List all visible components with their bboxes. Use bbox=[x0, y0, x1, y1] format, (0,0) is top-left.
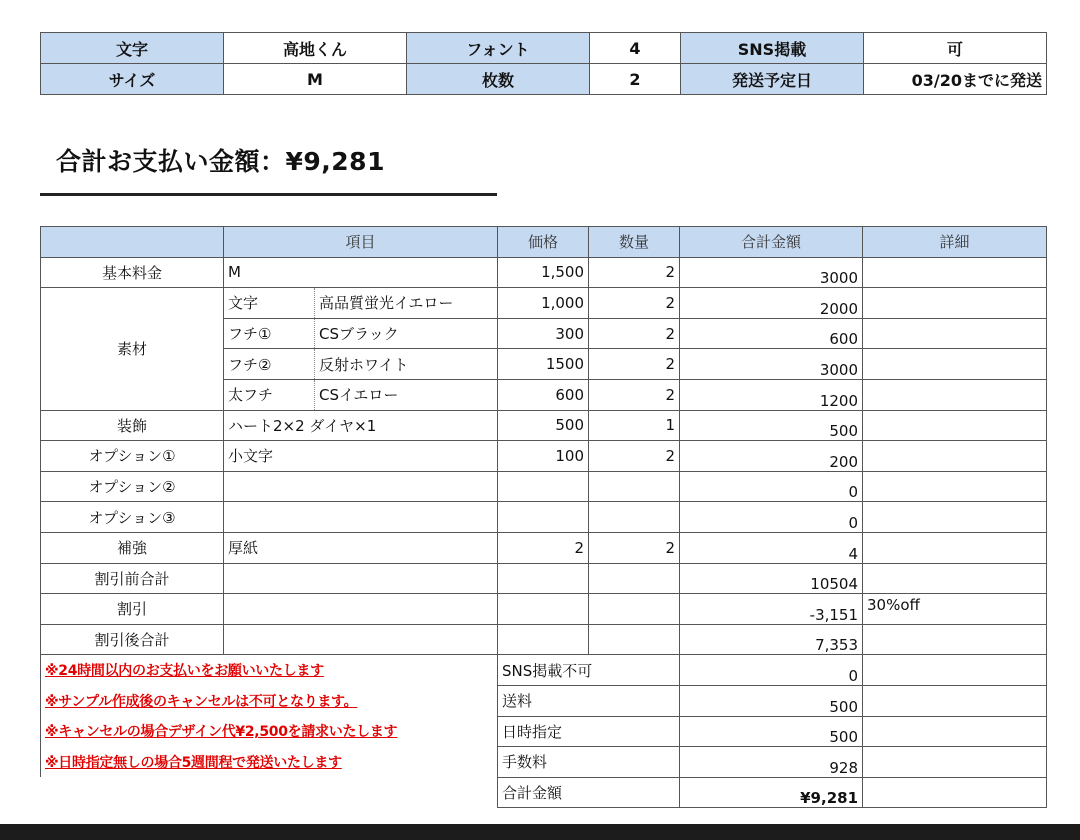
table-row bbox=[41, 288, 1047, 319]
row-price: 500 bbox=[498, 410, 589, 441]
total-underline bbox=[40, 193, 497, 196]
row-category: オプション① bbox=[41, 441, 224, 472]
header-item: 項目 bbox=[224, 227, 498, 258]
total-payment-heading: 合計お支払い金額：¥9,281 bbox=[56, 147, 385, 176]
row-detail bbox=[863, 532, 1047, 563]
row-price: 1500 bbox=[498, 349, 589, 380]
row-item bbox=[224, 502, 498, 533]
row-qty: 2 bbox=[589, 441, 680, 472]
header-blank bbox=[41, 227, 224, 258]
row-sum: 3000 bbox=[680, 257, 863, 288]
row-item: CSブラック bbox=[315, 318, 498, 349]
row-qty: 2 bbox=[589, 379, 680, 410]
row-detail bbox=[863, 288, 1047, 319]
header-detail: 詳細 bbox=[863, 227, 1047, 258]
row-category: 基本料金 bbox=[41, 257, 224, 288]
row-detail bbox=[863, 624, 1047, 655]
table-row bbox=[41, 532, 1047, 563]
row-qty bbox=[589, 502, 680, 533]
header-price: 価格 bbox=[498, 227, 589, 258]
label-sns: SNS掲載 bbox=[681, 33, 864, 64]
row-price bbox=[498, 502, 589, 533]
row-item bbox=[224, 594, 498, 625]
note-line bbox=[41, 747, 498, 778]
label-count: 枚数 bbox=[407, 64, 590, 95]
row-detail: 30%off bbox=[863, 594, 1047, 625]
value-font: 4 bbox=[590, 33, 681, 64]
row-detail bbox=[863, 349, 1047, 380]
table-row bbox=[41, 441, 1047, 472]
note-text: ※キャンセルの場合デザイン代¥2,500を請求いたします bbox=[45, 724, 398, 741]
extra-label: 送料 bbox=[498, 685, 680, 716]
row-item bbox=[224, 624, 498, 655]
header-qty: 数量 bbox=[589, 227, 680, 258]
extra-detail bbox=[863, 655, 1047, 686]
row-price: 600 bbox=[498, 379, 589, 410]
grand-total-sum: ¥9,281 bbox=[680, 777, 863, 808]
note-text: ※24時間以内のお支払いをお願いいたします bbox=[45, 663, 324, 680]
row-category: 割引 bbox=[41, 594, 224, 625]
row-subcategory: 太フチ bbox=[224, 379, 315, 410]
extra-row bbox=[41, 777, 1047, 808]
row-qty: 2 bbox=[589, 349, 680, 380]
row-sum: 10504 bbox=[680, 563, 863, 594]
row-price: 300 bbox=[498, 318, 589, 349]
note-line bbox=[41, 655, 498, 686]
row-price bbox=[498, 594, 589, 625]
table-row bbox=[41, 257, 1047, 288]
value-ship: 03/20までに発送 bbox=[864, 64, 1047, 95]
row-sum: 500 bbox=[680, 410, 863, 441]
row-detail bbox=[863, 471, 1047, 502]
label-text: 文字 bbox=[41, 33, 224, 64]
extra-row bbox=[41, 716, 1047, 747]
extra-sum: 0 bbox=[680, 655, 863, 686]
row-detail bbox=[863, 379, 1047, 410]
row-sum: 1200 bbox=[680, 379, 863, 410]
row-category: オプション③ bbox=[41, 502, 224, 533]
row-sum: 600 bbox=[680, 318, 863, 349]
row-item bbox=[224, 471, 498, 502]
row-price: 100 bbox=[498, 441, 589, 472]
row-price: 2 bbox=[498, 532, 589, 563]
row-qty bbox=[589, 624, 680, 655]
info-row-1 bbox=[41, 33, 1047, 64]
row-sum: 4 bbox=[680, 532, 863, 563]
row-qty: 1 bbox=[589, 410, 680, 441]
note-text: ※日時指定無しの場合5週間程で発送いたします bbox=[45, 754, 342, 771]
bottom-band bbox=[0, 824, 1080, 840]
table-row bbox=[41, 502, 1047, 533]
table-row bbox=[41, 410, 1047, 441]
row-item: M bbox=[224, 257, 498, 288]
row-detail bbox=[863, 318, 1047, 349]
extra-sum: 500 bbox=[680, 716, 863, 747]
row-category: オプション② bbox=[41, 471, 224, 502]
note-line bbox=[41, 716, 498, 747]
extra-label: 合計金額 bbox=[498, 777, 680, 808]
row-subcategory: フチ② bbox=[224, 349, 315, 380]
row-detail bbox=[863, 563, 1047, 594]
value-text: 高地くん bbox=[224, 33, 407, 64]
note-blank bbox=[41, 777, 498, 808]
row-sum: 0 bbox=[680, 502, 863, 533]
row-sum: 0 bbox=[680, 471, 863, 502]
row-category: 割引後合計 bbox=[41, 624, 224, 655]
price-breakdown-table bbox=[40, 226, 1047, 808]
extra-detail bbox=[863, 685, 1047, 716]
row-item: ハート2×2 ダイヤ×1 bbox=[224, 410, 498, 441]
row-qty bbox=[589, 563, 680, 594]
extra-row bbox=[41, 655, 1047, 686]
extra-detail bbox=[863, 716, 1047, 747]
row-sum: 2000 bbox=[680, 288, 863, 319]
row-sum: 7,353 bbox=[680, 624, 863, 655]
row-category: 素材 bbox=[41, 288, 224, 410]
row-item: 反射ホワイト bbox=[315, 349, 498, 380]
value-sns: 可 bbox=[864, 33, 1047, 64]
note-text: ※サンプル作成後のキャンセルは不可となります。 bbox=[45, 693, 358, 710]
row-subcategory: フチ① bbox=[224, 318, 315, 349]
label-ship: 発送予定日 bbox=[681, 64, 864, 95]
table-row bbox=[41, 563, 1047, 594]
value-size: M bbox=[224, 64, 407, 95]
row-category: 装飾 bbox=[41, 410, 224, 441]
row-sum: 3000 bbox=[680, 349, 863, 380]
row-detail bbox=[863, 410, 1047, 441]
row-price: 1,000 bbox=[498, 288, 589, 319]
row-detail bbox=[863, 257, 1047, 288]
row-sum: -3,151 bbox=[680, 594, 863, 625]
note-line bbox=[41, 685, 498, 716]
table-row bbox=[41, 471, 1047, 502]
extra-detail bbox=[863, 747, 1047, 778]
row-category: 補強 bbox=[41, 532, 224, 563]
row-qty: 2 bbox=[589, 532, 680, 563]
row-item: 高品質蛍光イエロー bbox=[315, 288, 498, 319]
value-count: 2 bbox=[590, 64, 681, 95]
row-qty bbox=[589, 594, 680, 625]
extra-detail bbox=[863, 777, 1047, 808]
row-price bbox=[498, 624, 589, 655]
row-qty: 2 bbox=[589, 318, 680, 349]
row-price bbox=[498, 471, 589, 502]
extra-row bbox=[41, 685, 1047, 716]
row-item bbox=[224, 563, 498, 594]
row-price bbox=[498, 563, 589, 594]
row-category: 割引前合計 bbox=[41, 563, 224, 594]
extra-sum: 500 bbox=[680, 685, 863, 716]
row-price: 1,500 bbox=[498, 257, 589, 288]
extra-label: SNS掲載不可 bbox=[498, 655, 680, 686]
table-row bbox=[41, 624, 1047, 655]
info-row-2 bbox=[41, 64, 1047, 95]
table-header-row bbox=[41, 227, 1047, 258]
row-item: 小文字 bbox=[224, 441, 498, 472]
table-row bbox=[41, 594, 1047, 625]
row-qty: 2 bbox=[589, 288, 680, 319]
row-qty: 2 bbox=[589, 257, 680, 288]
label-font: フォント bbox=[407, 33, 590, 64]
extra-sum: 928 bbox=[680, 747, 863, 778]
extra-label: 手数料 bbox=[498, 747, 680, 778]
header-sum: 合計金額 bbox=[680, 227, 863, 258]
row-qty bbox=[589, 471, 680, 502]
extra-row bbox=[41, 747, 1047, 778]
row-sum: 200 bbox=[680, 441, 863, 472]
row-item: 厚紙 bbox=[224, 532, 498, 563]
row-detail bbox=[863, 502, 1047, 533]
label-size: サイズ bbox=[41, 64, 224, 95]
row-item: CSイエロー bbox=[315, 379, 498, 410]
extra-label: 日時指定 bbox=[498, 716, 680, 747]
row-detail bbox=[863, 441, 1047, 472]
order-info-table bbox=[40, 32, 1047, 95]
row-subcategory: 文字 bbox=[224, 288, 315, 319]
